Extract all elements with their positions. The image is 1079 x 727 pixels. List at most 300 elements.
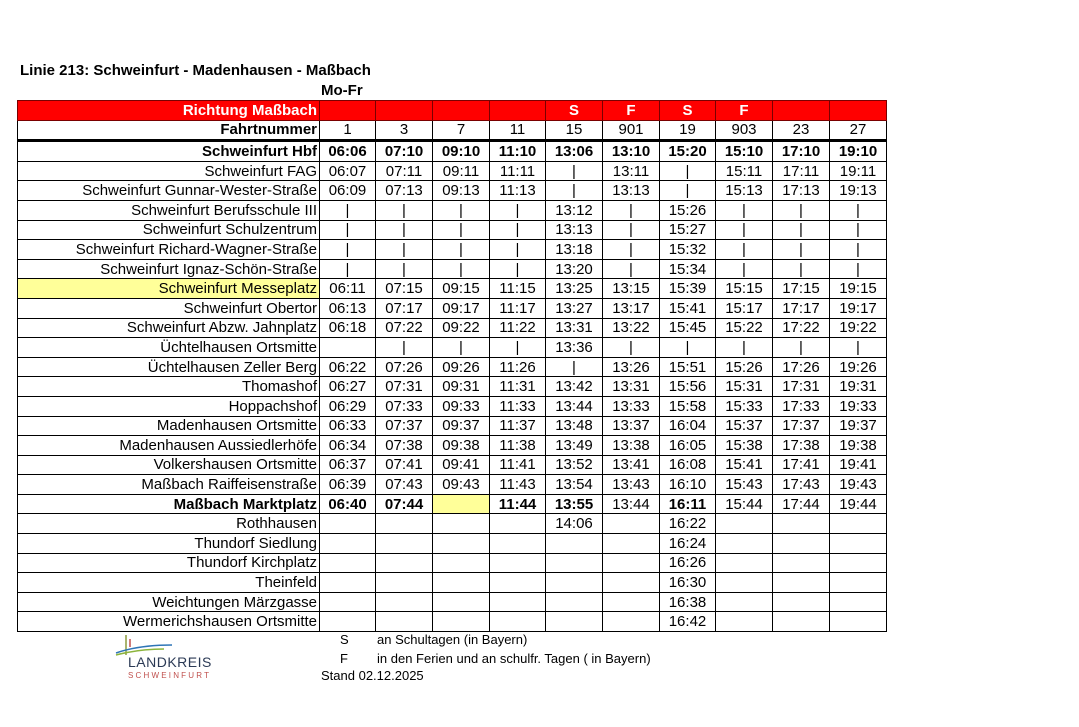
table-row [18,318,887,338]
departure-time: 13:10 [603,141,660,162]
stop-name: Schweinfurt Berufsschule III [18,200,320,220]
departure-time: 17:37 [773,416,830,436]
departure-time: 13:31 [546,318,603,338]
departure-time: | [320,259,376,279]
departure-time: 13:27 [546,298,603,318]
stop-name: Theinfeld [18,573,320,593]
departure-time: 13:12 [546,200,603,220]
departure-time: 15:26 [660,200,716,220]
departure-time: | [773,259,830,279]
trip-number: 19 [660,120,716,141]
table-row [18,220,887,240]
departure-time: 07:43 [376,475,433,495]
departure-time: 15:10 [716,141,773,162]
departure-time: | [773,220,830,240]
departure-time: | [320,240,376,260]
departure-time: 19:38 [830,436,887,456]
departure-time: 19:31 [830,377,887,397]
departure-time: 17:10 [773,141,830,162]
departure-time: 17:31 [773,377,830,397]
departure-time: 15:56 [660,377,716,397]
trip-number: 3 [376,120,433,141]
departure-time [830,612,887,632]
departure-time [320,592,376,612]
departure-time: 13:41 [603,455,660,475]
departure-time: 13:11 [603,161,660,181]
departure-time: 15:26 [716,357,773,377]
stop-name: Schweinfurt Abzw. Jahnplatz [18,318,320,338]
trip-note [773,101,830,121]
departure-time [716,553,773,573]
departure-time: | [433,240,490,260]
departure-time: 07:33 [376,396,433,416]
departure-time: | [490,220,546,240]
legend-key-s: S [340,632,349,647]
departure-time: 11:44 [490,494,546,514]
departure-time: 16:05 [660,436,716,456]
stop-name: Üchtelhausen Zeller Berg [18,357,320,377]
trip-number: 1 [320,120,376,141]
departure-time: | [603,259,660,279]
departure-time: 09:11 [433,161,490,181]
trip-note [490,101,546,121]
departure-time: 17:13 [773,181,830,201]
departure-time: 17:33 [773,396,830,416]
trip-note [433,101,490,121]
departure-time: 09:13 [433,181,490,201]
departure-time: | [603,338,660,358]
table-row [18,141,887,162]
table-row [18,553,887,573]
departure-time [603,592,660,612]
departure-time: 09:26 [433,357,490,377]
trip-number-label: Fahrtnummer [18,120,320,141]
departure-time: | [376,259,433,279]
departure-time: | [716,240,773,260]
departure-time [716,573,773,593]
departure-time: 16:22 [660,514,716,534]
departure-time: | [490,200,546,220]
departure-time: 09:15 [433,279,490,299]
departure-time [546,592,603,612]
departure-time: 17:43 [773,475,830,495]
departure-time [830,592,887,612]
departure-time: 16:38 [660,592,716,612]
departure-time: 11:15 [490,279,546,299]
departure-time [716,612,773,632]
departure-time: | [490,259,546,279]
service-days: Mo-Fr [321,82,363,99]
stop-name: Schweinfurt Gunnar-Wester-Straße [18,181,320,201]
departure-time: 19:41 [830,455,887,475]
stop-name: Maßbach Marktplatz [18,494,320,514]
departure-time: 11:33 [490,396,546,416]
departure-time: 06:39 [320,475,376,495]
stop-name: Volkershausen Ortsmitte [18,455,320,475]
departure-time: 15:15 [716,279,773,299]
departure-time: 13:38 [603,436,660,456]
departure-time: 07:13 [376,181,433,201]
departure-time [320,553,376,573]
trip-number: 903 [716,120,773,141]
departure-time: 11:38 [490,436,546,456]
departure-time: 19:26 [830,357,887,377]
departure-time: 16:11 [660,494,716,514]
stop-name: Schweinfurt Schulzentrum [18,220,320,240]
stop-name: Schweinfurt Ignaz-Schön-Straße [18,259,320,279]
stop-name: Maßbach Raiffeisenstraße [18,475,320,495]
departure-time: 06:06 [320,141,376,162]
departure-time: | [433,200,490,220]
departure-time: 17:26 [773,357,830,377]
departure-time: 15:27 [660,220,716,240]
departure-time [546,534,603,554]
table-row [18,494,887,514]
departure-time [320,612,376,632]
departure-time: | [716,338,773,358]
table-row [18,592,887,612]
departure-time: | [546,181,603,201]
departure-time: 13:26 [603,357,660,377]
departure-time: | [660,338,716,358]
departure-time [433,534,490,554]
departure-time: 19:10 [830,141,887,162]
stop-name: Schweinfurt Obertor [18,298,320,318]
departure-time: 06:40 [320,494,376,514]
departure-time: 06:18 [320,318,376,338]
departure-time: 13:48 [546,416,603,436]
departure-time: 15:45 [660,318,716,338]
stop-name: Rothhausen [18,514,320,534]
departure-time: 15:58 [660,396,716,416]
table-row [18,161,887,181]
trip-note: F [603,101,660,121]
departure-time: 09:37 [433,416,490,436]
departure-time: 06:33 [320,416,376,436]
departure-time [603,534,660,554]
departure-time: 15:38 [716,436,773,456]
timetable [17,100,887,632]
departure-time: 19:44 [830,494,887,514]
departure-time: 13:44 [546,396,603,416]
departure-time: | [660,161,716,181]
table-row [18,338,887,358]
departure-time: | [433,259,490,279]
table-row [18,436,887,456]
departure-time: 16:04 [660,416,716,436]
table-row [18,357,887,377]
departure-time: 15:32 [660,240,716,260]
departure-time: 13:22 [603,318,660,338]
departure-time: 06:07 [320,161,376,181]
departure-time: 13:06 [546,141,603,162]
trip-note: F [716,101,773,121]
departure-time: 13:49 [546,436,603,456]
stop-name: Schweinfurt Richard-Wagner-Straße [18,240,320,260]
departure-time: 17:11 [773,161,830,181]
departure-time: | [433,220,490,240]
departure-time: | [320,200,376,220]
departure-time [490,592,546,612]
trip-number-row [18,120,887,141]
departure-time: | [603,240,660,260]
departure-time: 07:31 [376,377,433,397]
departure-time: 15:20 [660,141,716,162]
departure-time: 09:43 [433,475,490,495]
departure-time [830,514,887,534]
departure-time [603,553,660,573]
departure-time [433,553,490,573]
departure-time [433,514,490,534]
departure-time: | [433,338,490,358]
departure-time: 15:41 [660,298,716,318]
trip-note [320,101,376,121]
departure-time: 13:15 [603,279,660,299]
departure-time: | [376,240,433,260]
departure-time [490,612,546,632]
table-row [18,396,887,416]
departure-time: 07:38 [376,436,433,456]
legend-text-f: in den Ferien und an schulfr. Tagen ( in Bayern) [377,651,651,666]
stop-name: Thundorf Siedlung [18,534,320,554]
table-row [18,181,887,201]
departure-time [603,573,660,593]
departure-time: 09:10 [433,141,490,162]
trip-number: 27 [830,120,887,141]
departure-time [376,514,433,534]
trip-number: 901 [603,120,660,141]
departure-time: 13:42 [546,377,603,397]
departure-time [773,553,830,573]
departure-time: 13:18 [546,240,603,260]
departure-time [830,534,887,554]
table-row [18,279,887,299]
departure-time: 17:44 [773,494,830,514]
table-row [18,612,887,632]
departure-time: 06:11 [320,279,376,299]
departure-time: 13:54 [546,475,603,495]
departure-time: | [603,220,660,240]
departure-time: 16:42 [660,612,716,632]
departure-time: 11:31 [490,377,546,397]
departure-time: 09:38 [433,436,490,456]
departure-time: | [376,200,433,220]
trip-number: 11 [490,120,546,141]
departure-time [490,553,546,573]
departure-time: 13:13 [603,181,660,201]
stop-name: Madenhausen Aussiedlerhöfe [18,436,320,456]
departure-time: 07:41 [376,455,433,475]
departure-time [320,573,376,593]
stop-name: Weichtungen Märzgasse [18,592,320,612]
departure-time: 19:13 [830,181,887,201]
departure-time: 06:29 [320,396,376,416]
departure-time: | [830,200,887,220]
departure-time: 19:11 [830,161,887,181]
departure-time: 16:24 [660,534,716,554]
stand-date: Stand 02.12.2025 [321,668,424,683]
table-row [18,200,887,220]
departure-time: 07:37 [376,416,433,436]
departure-time: | [830,220,887,240]
departure-time [773,534,830,554]
departure-time [546,553,603,573]
departure-time: 13:44 [603,494,660,514]
departure-time: 13:36 [546,338,603,358]
departure-time: 17:41 [773,455,830,475]
departure-time: 06:09 [320,181,376,201]
departure-time [320,338,376,358]
departure-time [603,514,660,534]
departure-time: 13:13 [546,220,603,240]
departure-time: | [320,220,376,240]
departure-time: | [490,338,546,358]
departure-time: 11:37 [490,416,546,436]
departure-time: 17:38 [773,436,830,456]
departure-time: 07:26 [376,357,433,377]
departure-time: 07:44 [376,494,433,514]
departure-time: 15:43 [716,475,773,495]
departure-time: 15:34 [660,259,716,279]
departure-time: 13:33 [603,396,660,416]
departure-time [773,592,830,612]
departure-time: | [830,338,887,358]
departure-time [320,534,376,554]
departure-time: | [490,240,546,260]
departure-time: 15:13 [716,181,773,201]
departure-time: | [716,259,773,279]
departure-time [433,494,490,514]
departure-time [773,514,830,534]
departure-time: | [716,200,773,220]
departure-time [490,573,546,593]
departure-time [716,592,773,612]
departure-time [376,612,433,632]
departure-time: 19:33 [830,396,887,416]
table-row [18,259,887,279]
departure-time: | [830,259,887,279]
stop-name: Wermerichshausen Ortsmitte [18,612,320,632]
stop-name: Schweinfurt FAG [18,161,320,181]
departure-time: 15:51 [660,357,716,377]
departure-time: 09:17 [433,298,490,318]
departure-time: | [376,220,433,240]
departure-time: 09:41 [433,455,490,475]
logo-text-schweinfurt: SCHWEINFURT [128,671,212,680]
stop-name: Thomashof [18,377,320,397]
table-row [18,455,887,475]
departure-time: 15:17 [716,298,773,318]
departure-time: 13:31 [603,377,660,397]
departure-time: 07:15 [376,279,433,299]
legend-key-f: F [340,651,348,666]
direction-row [18,101,887,121]
departure-time [490,514,546,534]
stop-name: Hoppachshof [18,396,320,416]
departure-time [376,534,433,554]
departure-time: 13:25 [546,279,603,299]
departure-time: 06:34 [320,436,376,456]
table-row [18,514,887,534]
departure-time [546,573,603,593]
departure-time: 13:20 [546,259,603,279]
departure-time: 11:22 [490,318,546,338]
departure-time: 16:08 [660,455,716,475]
departure-time: 15:33 [716,396,773,416]
departure-time: 14:06 [546,514,603,534]
departure-time: 19:15 [830,279,887,299]
departure-time: 13:52 [546,455,603,475]
departure-time: | [716,220,773,240]
table-row [18,240,887,260]
departure-time [716,534,773,554]
departure-time [603,612,660,632]
departure-time: 07:10 [376,141,433,162]
trip-number: 7 [433,120,490,141]
departure-time: 19:43 [830,475,887,495]
departure-time: 11:26 [490,357,546,377]
stop-name: Schweinfurt Messeplatz [18,279,320,299]
trip-note [376,101,433,121]
departure-time: 19:17 [830,298,887,318]
departure-time: 16:10 [660,475,716,495]
departure-time: 16:26 [660,553,716,573]
departure-time [716,514,773,534]
trip-note [830,101,887,121]
table-row [18,475,887,495]
table-row [18,573,887,593]
departure-time [830,553,887,573]
departure-time: 07:22 [376,318,433,338]
departure-time: 11:17 [490,298,546,318]
trip-number: 15 [546,120,603,141]
table-row [18,377,887,397]
departure-time [490,534,546,554]
departure-time: 11:10 [490,141,546,162]
logo-text-landkreis: LANDKREIS [128,654,212,670]
departure-time [830,573,887,593]
departure-time: | [603,200,660,220]
table-row [18,534,887,554]
stop-name: Schweinfurt Hbf [18,141,320,162]
departure-time: 15:39 [660,279,716,299]
departure-time: 09:31 [433,377,490,397]
departure-time: 13:17 [603,298,660,318]
departure-time: 09:22 [433,318,490,338]
departure-time: 06:37 [320,455,376,475]
departure-time: 16:30 [660,573,716,593]
departure-time: 07:11 [376,161,433,181]
departure-time: 15:31 [716,377,773,397]
departure-time: | [546,161,603,181]
departure-time: 15:41 [716,455,773,475]
departure-time [546,612,603,632]
departure-time: 06:22 [320,357,376,377]
stop-name: Thundorf Kirchplatz [18,553,320,573]
departure-time: | [546,357,603,377]
departure-time: 11:41 [490,455,546,475]
departure-time: | [376,338,433,358]
departure-time: 13:37 [603,416,660,436]
departure-time [320,514,376,534]
departure-time: 11:13 [490,181,546,201]
departure-time: | [773,240,830,260]
departure-time: 13:43 [603,475,660,495]
table-row [18,298,887,318]
departure-time: 09:33 [433,396,490,416]
trip-number: 23 [773,120,830,141]
departure-time: 17:17 [773,298,830,318]
